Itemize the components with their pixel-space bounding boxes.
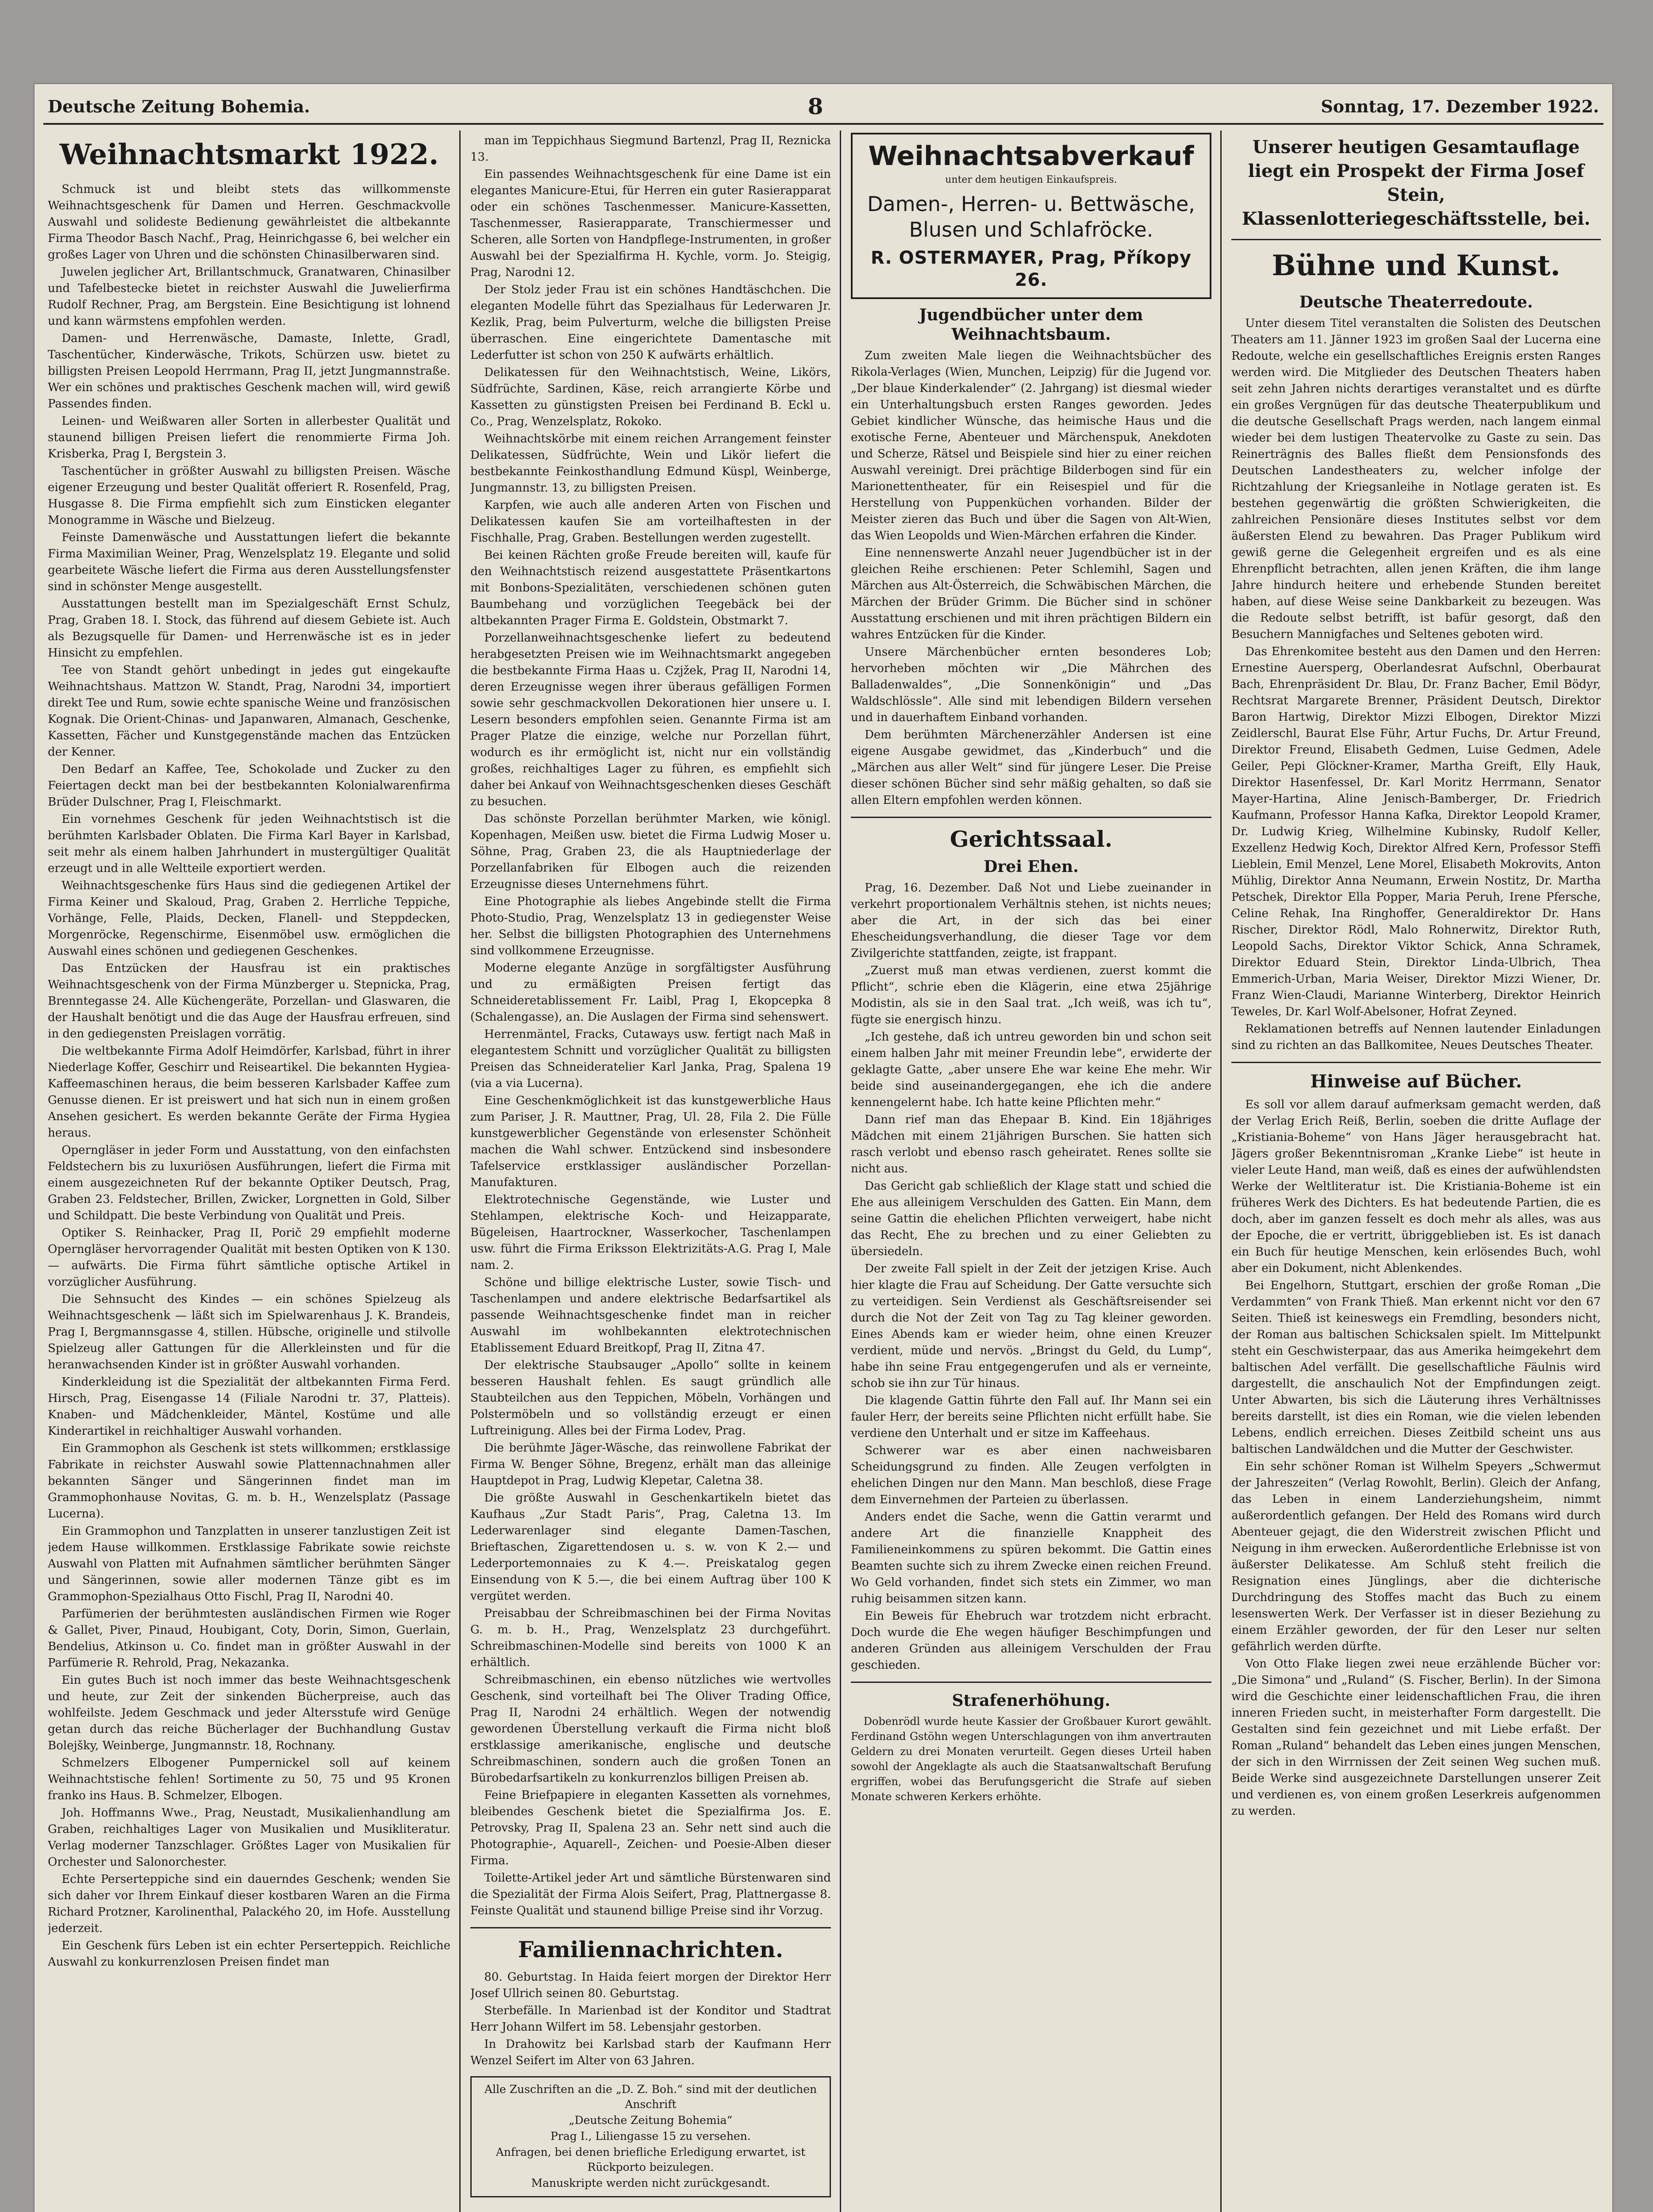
market-item: Die Sehnsucht des Kindes — ein schönes Spielzeug als Weihnachtsgeschenk — läßt sich im Spielwarenhaus J. K. Brandeis, Prag I, Bergmannsgasse 4, stillen. Hübsche, originelle und stilvolle Spielzeug aller Gattungen für die Allerkleinsten und für die heranwachsenden Kinder ist in größter Auswahl vorhanden.: [48, 1293, 450, 1371]
article-paragraph: Von Otto Flake liegen zwei neue erzählende Bücher vor: „Die Simona“ und „Ruland“ (S. Fischer, Berlin). In der Simona wird die Geschichte einer leidenschaftlichen Frau, die ihren inneren Frieden sucht, in meisterhafter Form dargestellt. Die Gestalten sind fein gezeichnet und mit Liebe erfaßt. Der Roman „Ruland“ behandelt das Leben eines jungen Menschen, der sich in den Wirrnissen der Zeit seinen Weg suchen muß. Beide Werke sind ausgezeichnete Darstellungen unserer Zeit und verdienen es, von einem großen Leserkreis aufgenommen zu werden.: [1231, 1657, 1601, 1818]
market-item: Bei keinen Rächten große Freude bereiten will, kaufe für den Weihnachtstisch reizend ausgestattete Präsentkartons mit Bonbons-Spezialitäten, verschiedenen schönen guten Baumbehang und vorzüglichen Teegebäck bei der altbekannten Prager Firma E. Goldstein, Obstmarkt 7.: [470, 549, 831, 627]
market-item: Weihnachtsgeschenke fürs Haus sind die gediegenen Artikel der Firma Keiner und Skaloud, Prag, Graben 2. Herrliche Teppiche, Vorhänge, Felle, Plaids, Decken, Flanell- und Steppdecken, Morgenröcke, Regenschirme, Eisenmöbel usw. ermöglichen die Auswahl eines schönen und gediegenen Geschenkes.: [48, 879, 450, 958]
market-item: Ein passendes Weihnachtsgeschenk für eine Dame ist ein elegantes Manicure-Etui, für Herren ein guter Rasierapparat oder ein schönes Taschenmesser. Manicure-Kassetten, Taschenmesser, Rasierapparate, Transchiermesser und Scheren, alle Sorten von Handpflege-Instrumenten, in großer Auswahl bei der Spezialfirma H. Kychle, vorm. Jo. Steigig, Prag, Narodni 12.: [470, 168, 831, 279]
market-item: Juwelen jeglicher Art, Brillantschmuck, Granatwaren, Chinasilber und Tafelbestecke bietet in reichster Auswahl die Juwelierfirma Rudolf Rechner, Prag, am Bergstein. Eine Besichtigung ist lohnend und kann wärmstens empfohlen werden.: [48, 265, 450, 328]
market-item: Leinen- und Weißwaren aller Sorten in allerbester Qualität und staunend billigen Preisen liefert die renommierte Firma Joh. Krisberka, Prag I, Bergstein 3.: [48, 415, 450, 461]
market-item: Toilette-Artikel jeder Art und sämtliche Bürstenwaren sind die Spezialität der Firma Alois Seifert, Prag, Plattnergasse 8. Feinste Qualität und staunend billige Preise sind ihr Vorzug.: [470, 1871, 831, 1917]
ad-title: Weihnachtsabverkauf: [868, 141, 1194, 172]
market-item: Karpfen, wie auch alle anderen Arten von Fischen und Delikatessen kaufen Sie am vorteilhaftesten in der Fischhalle, Prag, Graben. Bestellungen werden zugestellt.: [470, 499, 831, 545]
market-item: Das Entzücken der Hausfrau ist ein praktisches Weihnachtsgeschenk von der Firma Münzberger u. Stepnicka, Prag, Brenntegasse 24. Alle Küchengeräte, Porzellan- und Glaswaren, die der Haushalt benötigt und die das Auge der Hausfrau erfreuen, sind in den gediegensten Preislagen vorrätig.: [48, 962, 450, 1041]
column-rule-3: [1220, 131, 1222, 2212]
header-rule: [43, 123, 1603, 125]
market-item: Moderne elegante Anzüge in sorgfältigster Ausführung und zu ermäßigten Preisen fertigt das Schneideretablissement Fr. Laibl, Prag I, Ekopcepka 8 (Schalengasse), an. Die Auslagen der Firma sind sehenswert.: [470, 961, 831, 1024]
market-item: Delikatessen für den Weihnachtstisch, Weine, Likörs, Südfrüchte, Sardinen, Käse, reich arrangierte Körbe und Kassetten zu günstigsten Preisen bei Ferdinand B. Eckl u. Co., Prag, Wenzelsplatz, Rokoko.: [470, 366, 831, 428]
section-title-penalty: Strafenerhöhung.: [952, 1691, 1111, 1710]
article-paragraph: Reklamationen betreffs auf Nennen lautender Einladungen sind zu richten an das Ballkomitee, Neues Deutsches Theater.: [1231, 1022, 1601, 1052]
divider: [1231, 1062, 1601, 1063]
family-entry: Sterbefälle. In Marienbad ist der Konditor und Stadtrat Herr Johann Wilfert im 58. Lebensjahr gestorben.: [470, 2004, 831, 2034]
market-item: Der Stolz jeder Frau ist ein schönes Handtäschchen. Die eleganten Modelle führt das Spezialhaus für Lederwaren Jr. Kezlik, Prag, beim Pulverturm, welche die billigsten Preise überraschen. Eine eingerichtete Damentasche mit Lederfutter ist schon von 250 K aufwärts erhältlich.: [470, 283, 831, 362]
weihnachtsmarkt-items-cont: [470, 133, 831, 1919]
market-item: Eine Photographie als liebes Angebinde stellt die Firma Photo-Studio, Prag, Wenzelsplatz 13 in gediegenster Weise her. Selbst die billigsten Photographien des Unternehmens sind vollkommene Erzeugnisse.: [470, 895, 831, 957]
book-hints-title: Hinweise auf Bücher.: [1310, 1071, 1522, 1092]
ostermayer-advertisement: [851, 133, 1211, 299]
section-title-youth-books: Jugendbücher unter dem Weihnachtsbaum.: [919, 306, 1143, 344]
penalty-article: [851, 1714, 1211, 1804]
divider: [851, 1682, 1211, 1683]
issue-date: Sonntag, 17. Dezember 1922.: [1321, 96, 1599, 116]
article-paragraph: Ein Beweis für Ehebruch war trotzdem nicht erbracht. Doch wurde die Ehe wegen häufiger Beschimpfungen und anderen Gründen aus alleinigem Verschulden der Frau geschieden.: [851, 1609, 1211, 1672]
section-title-court: Gerichtssaal.: [950, 826, 1113, 852]
column-ads-court: [851, 133, 1211, 2212]
market-item: Das schönste Porzellan berühmter Marken, wie königl. Kopenhagen, Meißen usw. bietet die Firma Ludwig Moser u. Söhne, Prag, Graben 23, die als Hauptniederlage der Porzellanfabriken für Elbogen auch die reizenden Erzeugnisse dieses Unternehmens führt.: [470, 812, 831, 891]
article-paragraph: Prag, 16. Dezember. Daß Not und Liebe zueinander in verkehrt proportionalem Verhältnis stehen, ist nichts neues; aber die Art, in der sich das bei einer Ehescheidungsverhandlung, die dieser Tage vor dem Zivilgerichte stattfanden, zeigte, ist frappant.: [851, 881, 1211, 960]
family-entry: 80. Geburtstag. In Haida feiert morgen der Direktor Herr Josef Ullrich seinen 80. Geburtstag.: [470, 1970, 831, 2000]
article-paragraph: Ein sehr schöner Roman ist Wilhelm Speyers „Schwermut der Jahreszeiten“ (Verlag Rowohlt, Berlin). Gleich der Anfang, das Leben in einem Landerziehungsheim, nimmt außerordentlich gefangen. Der Held des Romans wird durch Abenteuer gejagt, die den Widerstreit zwischen Pflicht und Neigung in ihm erwecken. Außerordentliche Erlebnisse ist von äußerster Delikatesse. Am Schluß steht freilich die Resignation eines Jünglings, aber die dichterische Durchdringung des Stoffes macht das Buch zu einem lesenswerten Werk. Der Verfasser ist in dieser Beziehung zu einem Erzähler geworden, der für den Leser nur selten gefährlich werden dürfte.: [1231, 1460, 1601, 1653]
divider: [851, 817, 1211, 818]
market-item: Preisabbau der Schreibmaschinen bei der Firma Novitas G. m. b. H., Prag, Wenzelsplatz 23 durchgeführt. Schreibmaschinen-Modelle sind bereits von 1000 K an erhältlich.: [470, 1607, 831, 1669]
market-item: Joh. Hoffmanns Wwe., Prag, Neustadt, Musikalienhandlung am Graben, reichhaltiges Lager von Musikalien und Musikliteratur. Verlag moderner Tanzschlager. Größtes Lager von Musikalien für Orchester und Salonorchester.: [48, 1806, 450, 1869]
market-item: Schreibmaschinen, ein ebenso nützliches wie wertvolles Geschenk, sind vorteilhaft bei The Oliver Trading Office, Prag II, Narodni 24 erhältlich. Wegen der notwendig gewordenen Überstellung verkauft die Firma nicht bloß erstklassige amerikanische, englische und deutsche Schreibmaschinen, sondern auch die großen Tonen an Bürobedarfsartikeln zu konkurrenzlos billigen Preisen ab.: [470, 1673, 831, 1785]
notice-line: Alle Zuschriften an die „D. Z. Boh.“ sind mit der deutlichen Anschrift: [484, 2083, 817, 2111]
market-item: Parfümerien der berühmtesten ausländischen Firmen wie Roger & Gallet, Piver, Pinaud, Houbigant, Coty, Dorin, Simon, Guerlain, Bendelius, Atkinson u. Co. findet man in größter Auswahl in der Parfümerie R. Rehrold, Prag, Nekazanka.: [48, 1607, 450, 1670]
article-paragraph: Dem berühmten Märchenerzähler Andersen ist eine eigene Ausgabe gewidmet, das „Kinderbuch“ und die „Märchen aus aller Welt“ sind für jüngere Leser. Die Preise dieser schönen Bücher sind sehr mäßig gehalten, so daß sie allen Eltern empfohlen werden können.: [851, 728, 1211, 807]
ad-line-1: Damen-, Herren- u. Bettwäsche,: [867, 192, 1195, 216]
article-paragraph: Dobenrödl wurde heute Kassier der Großbauer Kurort gewählt. Ferdinand Gstöhn wegen Unterschlagungen von ihm anvertrauten Geldern zu drei Monaten verurteilt. Gegen dieses Urteil haben sowohl der Angeklagte als auch die Staatsanwaltschaft Berufung ergriffen, wobei das Berufungsgericht die Strafe auf sieben Monate schweren Kerkers erhöhte.: [851, 1715, 1211, 1803]
paper-name: Deutsche Zeitung Bohemia.: [48, 96, 310, 116]
market-item: Kinderkleidung ist die Spezialität der altbekannten Firma Ferd. Hirsch, Prag, Eisengasse 14 (Filiale Narodni tr. 37, Platteis). Knaben- und Mädchenkleider, Mäntel, Kostüme und alle Kinderartikel in reichhaltiger Auswahl vorhanden.: [48, 1375, 450, 1438]
book-hints-article: [1231, 1097, 1601, 1820]
divider: [470, 1927, 831, 1928]
theater-redoute-title: Deutsche Theaterredoute.: [1299, 293, 1533, 311]
market-item: Weihnachtskörbe mit einem reichen Arrangement feinster Delikatessen, Südfrüchte, Wein und Likör liefert die bestbekannte Feinkosthandlung Edmund Küspl, Weinberge, Jungmannstr. 13, zu billigsten Preisen.: [470, 432, 831, 495]
court-article: [851, 880, 1211, 1674]
market-item: Tee von Standt gehört unbedingt in jedes gut eingekaufte Weihnachtshaus. Mattzon W. Standt, Prag, Narodni 34, importiert direkt Tee und Rum, sowie echte spanische Weine und französischen Kognak. Die Orient-Chinas- und Japanwaren, Almanach, Geschenke, Kassetten, Fächer und Kunstgegenstände machen das Entzücken der Kenner.: [48, 664, 450, 759]
article-paragraph: Die klagende Gattin führte den Fall auf. Ihr Mann sei ein fauler Herr, der bereits seine Pflichten nicht erfüllt habe. Sie verdiene den Unterhalt und er sitze im Kaffeehaus.: [851, 1394, 1211, 1440]
market-item: Porzellanweihnachtsgeschenke liefert zu bedeutend herabgesetzten Preisen wie im Weihnachtsmarkt angegeben die bestbekannte Firma Haas u. Czjžek, Prag II, Narodni 14, deren Erzeugnisse wegen ihrer überaus gefälligen Formen sowie sehr geschmackvollen Dekorationen hier unsere u. I. Lesern besonders empfohlen seien. Genannte Firma ist am Prager Platze die einzige, welche nur Porzellan führt, wodurch es ihr ermöglicht ist, nicht nur ein vollständig großes, reichhaltiges Lager zu führen, es empfiehlt sich daher bei Ankauf von Weihnachtsgeschenken dieses Geschäft zu besuchen.: [470, 631, 831, 808]
column-rule-1: [459, 131, 461, 2212]
article-paragraph: Das Gericht gab schließlich der Klage statt und schied die Ehe aus alleinigem Verschulden des Gatten. Ein Mann, dem seine Gattin die ehelichen Pflichten verweigert, habe nicht das Recht, Ehe zu brechen und zu einer Geliebten zu übersiedeln.: [851, 1179, 1211, 1258]
section-title-family: Familiennachrichten.: [518, 1936, 784, 1962]
market-item: Ausstattungen bestellt man im Spezialgeschäft Ernst Schulz, Prag, Graben 18. I. Stock, das führend auf diesem Gebiete ist. Auch als Bezugsquelle für Damen- und Herrenwäsche ist es in jeder Hinsicht zu empfehlen.: [48, 597, 450, 660]
market-item: Die weltbekannte Firma Adolf Heimdörfer, Karlsbad, führt in ihrer Niederlage Koffer, Geschirr und Reiseartikel. Die bekannten Hygiea-Kaffeemaschinen heraus, die beim besseren Karlsbader Kaffee zum Genusse dienen. Er ist preiswert und hat sich nun in einem großen Ansehen gesichert. Es werden bekannte Geräte der Firma Hygiea heraus.: [48, 1045, 450, 1140]
market-item: Feine Briefpapiere in eleganten Kassetten als vornehmes, bleibendes Geschenk bietet die Spezialfirma Jos. E. Petrovsky, Prag II, Spalena 23 an. Sehr nett sind auch die Photographie-, Aquarell-, Zeichen- und Poesie-Alben dieser Firma.: [470, 1789, 831, 1867]
article-paragraph: Eine nennenswerte Anzahl neuer Jugendbücher ist in der gleichen Reihe erschienen: Peter Schlemihl, Sagen und Märchen aus Alt-Österreich, die Schwäbischen Märchen, die Märchen der Brüder Grimm. Die Bücher sind in schöner Ausstattung erschienen und mit ihren prächtigen Bildern ein wahres Entzücken für die Kinder.: [851, 546, 1211, 641]
notice-line: Prag I., Liliengasse 15 zu versehen.: [550, 2130, 751, 2143]
article-paragraph: Dann rief man das Ehepaar B. Kind. Ein 18jähriges Mädchen mit einem 21jährigen Burschen. Sie hatten sich rasch verlobt und ebenso rasch geheiratet. Renes sollte sie nicht aus.: [851, 1113, 1211, 1175]
weihnachtsmarkt-items: [48, 181, 450, 1970]
article-paragraph: Anders endet die Sache, wenn die Gattin verarmt und andere Art die finanzielle Knappheit des Familieneinkommens zu spüren bekommt. Die Gattin eines Beamten suchte sich zu ihrem Zwecke einen reichen Freund. Wo Geld vorhanden, findet sich stets ein Zimmer, wo man ruhig beisammen sitzen kann.: [851, 1510, 1211, 1605]
section-title-weihnachtsmarkt: Weihnachtsmarkt 1922.: [59, 138, 439, 171]
ad-line-2: Blusen und Schlafröcke.: [909, 218, 1153, 242]
market-item: Den Bedarf an Kaffee, Tee, Schokolade und Zucker zu den Feiertagen deckt man bei der bestbekannten Kolonialwarenfirma Brüder Dulschner, Prag I, Fleischmarkt.: [48, 763, 450, 809]
article-paragraph: Der zweite Fall spielt in der Zeit der jetzigen Krise. Auch hier klagte die Frau auf Scheidung. Der Gatte versuchte sich zu verteidigen. Sein Verdienst als Geschäftsreisender sei durch die Not der Zeit von Tag zu Tag kleiner geworden. Eines Abends kam er wieder heim, ohne einen Kreuzer verdient, müde und nervös. „Bringst du Geld, du Lump“, habe ihn seine Frau entgegengerufen und als er verneinte, schob sie ihn zur Tür hinaus.: [851, 1262, 1211, 1390]
ad-subtitle: unter dem heutigen Einkaufspreis.: [945, 174, 1117, 185]
market-item: Taschentücher in größter Auswahl zu billigsten Preisen. Wäsche eigener Erzeugung und bester Qualität offeriert R. Rosenfeld, Prag, Husgasse 8. Die Firma empfiehlt sich zum Einsticken eleganter Monogramme in Wäsche und Bielzeug.: [48, 465, 450, 527]
market-item: Optiker S. Reinhacker, Prag II, Porič 29 empfiehlt moderne Operngläser hervorragender Qualität mit besten Optiken von K 130.— aufwärts. Die Firma führt sämtliche optische Artikel in vorzüglicher Ausführung.: [48, 1226, 450, 1289]
market-item: Schmelzers Elbogener Pumpernickel soll auf keinem Weihnachtstische fehlen! Sortimente zu 50, 75 und 95 Kronen franko ins Haus. B. Schmelzer, Elbogen.: [48, 1756, 450, 1802]
divider: [1231, 239, 1601, 240]
section-title-stage: Bühne und Kunst.: [1272, 249, 1561, 282]
supplement-notice: Unserer heutigen Gesamtauflage liegt ein Prospekt der Firma Josef Stein, Klassenlotteriegeschäftsstelle, bei.: [1242, 137, 1591, 229]
page-header: [48, 93, 1599, 119]
article-paragraph: Bei Engelhorn, Stuttgart, erschien der große Roman „Die Verdammten“ von Frank Thieß. Man erkennt nicht vor den 67 Seiten. Thieß ist keineswegs ein Fremdling, besonders nicht, der Roman aus baltischen Schicksalen spielt. Im Mittelpunkt steht ein Geschwisterpaar, das aus Amerika heimgekehrt dem baltischen Adel verfällt. Die gesellschaftliche Fäulnis wird dargestellt, die anschaulich Not der Empfindungen zeigt. Unter Abwarten, bis sich die Läuterung ihres Verhältnisses bereits darstellt, ist dies ein Roman, wie die vielen lebenden Lebens, endlich erreichen. Dieses Zeitbild scheint uns aus baltischen Landwäldchen und die Mutter der Geschwister.: [1231, 1279, 1601, 1456]
article-paragraph: Zum zweiten Male liegen die Weihnachtsbücher des Rikola-Verlages (Wien, Munchen, Leipzig) für die Jugend vor. „Der blaue Kinderkalender“ (2. Jahrgang) ist diesmal wieder ein Unterhaltungsbuch ersten Ranges geworden. Jedes Gebiet kindlicher Wünsche, das heimische Haus und die exotische Ferne, Abenteuer und Märchenspuk, Anekdoten und Scherze, Rätsel und Beispiele sind hier zu einer reichen Auswahl vereinigt. Drei prächtige Bilderbogen sind für ein Marionettentheater, für ein Reisespiel und für die Herstellung von Puppenküchen vorhanden. Bilder der Meister zieren das Buch und über die Sagen von Alt-Wien, das Wien Leopolds und Wien-Märchen erfahren die Kinder.: [851, 349, 1211, 542]
notice-line: Anfragen, bei denen briefliche Erledigung erwartet, ist Rückporto beizulegen.: [496, 2146, 806, 2174]
newspaper-page: [35, 84, 1612, 2212]
market-item: Schöne und billige elektrische Luster, sowie Tisch- und Taschenlampen und andere elektrische Bedarfsartikel als passende Weihnachtsgeschenke findet man in reicher Auswahl im wohlbekannten elektrotechnischen Etablissement Eduard Breitkopf, Prag II, Zitna 47.: [470, 1276, 831, 1355]
market-item: Feinste Damenwäsche und Ausstattungen liefert die bekannte Firma Maximilian Weiner, Prag, Wenzelsplatz 19. Elegante und solid gearbeitete Wäsche liefert die Firma aus deren Ausstellungsfenster sind in schönster Menge ausgestellt.: [48, 531, 450, 593]
column-rule-2: [840, 131, 841, 2212]
theater-article: [1231, 315, 1601, 1054]
article-paragraph: Unter diesem Titel veranstalten die Solisten des Deutschen Theaters am 11. Jänner 1923 im großen Saal der Lucerna eine Redoute, welche ein gesellschaftliches Ereignis ersten Ranges werden wird. Die Mitglieder des Deutschen Theaters haben seit zehn Jahren nichts derartiges veranstaltet und es dürfte ein großes Vergnügen für das deutsche Theaterpublikum und die deutsche Gesellschaft Prags werden, nach langem einmal wieder bei dem lustigen Theatervolke zu Gaste zu sein. Das Reinerträgnis des Balles fließt dem Pensionsfonds des Deutschen Landestheaters zu, welcher infolge der Richtzahlung der Kriegsanleihe in Notlage geraten ist. Es bestehen gegenwärtig die größten Schwierigkeiten, die zahlreichen Pensionäre dieses Institutes selbst vor dem äußersten Elend zu bewahren. Das Prager Publikum wird gewiß gerne die Gelegenheit ergreifen und es als eine Ehrenpflicht betrachten, allen jenen Kräften, die ihm lange Jahre hindurch heitere und erhebende Stunden bereitet haben, auf diese Weise seine Dankbarkeit zu bezeugen. Was die Redoute selbst betrifft, ist bafür gesorgt, daß den Besuchern Mannigfaches und Seltenes geboten wird.: [1231, 317, 1601, 641]
article-paragraph: Das Ehrenkomitee besteht aus den Damen und den Herren: Ernestine Auersperg, Oberlandesrat Aufschnl, Oberbaurat Bach, Ehrenpräsident Dr. Blau, Dr. Franz Bacher, Emil Bödyr, Rechtsrat Margarete Brenner, Präsident Deutsch, Direktor Baron Hartwig, Direktor Mizzi Elbogen, Direktor Mizzi Zeidlerschl, Baurat Else Führ, Artur Fuchs, Dr. Artur Freund, Direktor Freund, Elisabeth Gedmen, Luise Gedmen, Adele Geiler, Pepi Glöckner-Kramer, Martha Greift, Elly Hauk, Direktor Hasenfessel, Dr. Karl Moritz Herrmann, Senator Mayer-Hartina, Aline Jenisch-Bamberger, Dr. Friedrich Kaufmann, Professor Hanna Kafka, Direktor Leopold Kramer, Dr. Ludwig Krieg, Wilhelmine Kubinsky, Rudolf Keller, Exzellenz Hedwig Koch, Direktor Alfred Kern, Professor Steffi Lieblein, Emil Menzel, Lene Morel, Elisabeth Mokrovits, Anton Mühlig, Direktor Anna Neumann, Erwein Nostitz, Dr. Martha Petschek, Direktor Ella Popper, Maria Peruh, Irene Pfersche, Celine Rehak, Ina Ringhoffer, Generaldirektor Dr. Hans Rischer, Direktor Rödl, Malo Rohnerwitz, Direktor Ruth, Leopold Sachs, Direktor Viktor Schick, Anna Schramek, Direktor Eduard Stein, Direktor Linda-Ulbrich, Thea Emmerich-Urban, Maria Weiser, Direktor Mizzi Wiener, Dr. Franz Wien-Claudi, Marianne Winterberg, Direktor Heinrich Teweles, Dr. Karl Wolf-Abelsoner, Hofrat Zeyned.: [1231, 645, 1601, 1018]
market-item: Ein gutes Buch ist noch immer das beste Weihnachtsgeschenk und heute, zur Zeit der sinkenden Bücherpreise, auch das wohlfeilste. Jedem Geschmack und jeder Altersstufe wird Genüge getan durch das reiche Bücherlager der Buchhandlung Gustav Bolejšky, Weinberge, Jungmannstr. 18, Rochnany.: [48, 1674, 450, 1752]
court-subtitle: Drei Ehen.: [984, 857, 1079, 876]
market-item: Echte Perserteppiche sind ein dauerndes Geschenk; wenden Sie sich daher vor Ihrem Einkauf dieser kostbaren Waren an die Firma Richard Protzner, Karolinenthal, Palackého 20, im Hofe. Ausstellung jederzeit.: [48, 1873, 450, 1935]
page-number: 8: [807, 93, 823, 119]
market-item: Die größte Auswahl in Geschenkartikeln bietet das Kaufhaus „Zur Stadt Paris“, Prag, Caletna 13. Im Lederwarenlager sind elegante Damen-Taschen, Brieftaschen, Zigarettendosen u. s. w. von K 2.— und Lederportemonnaies zu K 4.—. Preiskatalog gegen Einsendung von K 5.—, die bei einem Auftrag über 100 K vergütet werden.: [470, 1491, 831, 1603]
market-item: Herrenmäntel, Fracks, Cutaways usw. fertigt nach Maß in elegantestem Schnitt und vorzüglicher Qualität zu billigsten Preisen das Schneideratelier Karl Janka, Prag, Spalena 19 (via a via Lucerna).: [470, 1028, 831, 1090]
notice-line: „Deutsche Zeitung Bohemia“: [569, 2114, 733, 2127]
column-weihnachtsmarkt-cont: [470, 133, 831, 2212]
youth-books-article: [851, 348, 1211, 809]
market-item: Der elektrische Staubsauger „Apollo“ sollte in keinem besseren Haushalt fehlen. Es saugt gründlich alle Staubteilchen aus den Teppichen, Möbeln, Vorhängen und Polstermöbeln und so vollständig erzeugt er einen Luftreinigung. Alles bei der Firma Lodev, Prag.: [470, 1359, 831, 1437]
market-item: Eine Geschenkmöglichkeit ist das kunstgewerbliche Haus zum Pariser, J. R. Mauttner, Prag, Ul. 28, Fila 2. Die Fülle kunstgewerblicher Gegenstände von erlesenster Schönheit machen die Wahl schwer. Entzückend sind insbesondere Tafelservice erstklassiger ausländischer Porzellan-Manufakturen.: [470, 1094, 831, 1189]
article-paragraph: Es soll vor allem darauf aufmerksam gemacht werden, daß der Verlag Erich Reiß, Berlin, soeben die dritte Auflage der „Kristiania-Boheme“ von Hans Jäger herausgebracht hat. Jägers großer Bekenntnisroman „Kranke Liebe“ ist heute in vieler Leute Hand, man weiß, daß es eines der aufwühlendsten Werke der Weltliteratur ist. Die Kristiania-Boheme ist ein früheres Werk des Dichters. Es hat bedeutende Partien, die es doch, aber im ganzen fesselt es doch mehr als alles, was aus der Epoche, die er vertritt, übriggeblieben ist. Es ist danach ein Buch für heutige Menschen, kein erlösendes Buch, wohl aber ein Dokument, nicht Ablenkendes.: [1231, 1098, 1601, 1275]
column-weihnachtsmarkt: [48, 133, 450, 2212]
market-item: man im Teppichhaus Siegmund Bartenzl, Prag II, Reznicka 13.: [470, 134, 831, 164]
editorial-notice: [470, 2076, 831, 2197]
article-paragraph: „Zuerst muß man etwas verdienen, zuerst kommt die Pflicht“, schrie eben die Klägerin, eine etwa 25jährige Modistin, als sie in den Saal trat. „Ich weiß, was ich tu“, fügte sie energisch hinzu.: [851, 964, 1211, 1026]
market-item: Ein Grammophon und Tanzplatten in unserer tanzlustigen Zeit ist jedem Hause willkommen. Erstklassige Fabrikate sowie reichste Auswahl von Platten mit Aufnahmen sämtlicher berühmten Sänger und Sängerinnen, sowie aller modernen Tänze gibt es im Grammophon-Spezialhaus Otto Fischl, Prag II, Narodni 40.: [48, 1525, 450, 1603]
ad-firm: R. OSTERMAYER, Prag, Příkopy 26.: [870, 248, 1192, 290]
column-stage-art: [1231, 133, 1601, 2212]
market-item: Schmuck ist und bleibt stets das willkommenste Weihnachtsgeschenk für Damen und Herren. Geschmackvolle Auswahl und solideste Bedienung gewährleistet die altbekannte Firma Theodor Basch Nachf., Prag, Heinrichgasse 6, bei welcher ein großes Lager von Uhren und die schönsten Chinasilberwaren sind.: [48, 183, 450, 261]
market-item: Damen- und Herrenwäsche, Damaste, Inlette, Gradl, Taschentücher, Kinderwäsche, Trikots, Schürzen usw. bietet zu billigsten Preisen Leopold Herrmann, Prag II, jetzt Jungmannstraße. Wer ein schönes und praktisches Geschenk machen will, wird gewiß Passendes finden.: [48, 332, 450, 411]
market-item: Die berühmte Jäger-Wäsche, das reinwollene Fabrikat der Firma W. Benger Söhne, Bregenz, erhält man das alleinige Hauptdepot in Prag, Ludwig Klepetar, Caletna 38.: [470, 1441, 831, 1487]
market-item: Ein vornehmes Geschenk für jeden Weihnachtstisch ist die berühmten Karlsbader Oblaten. Die Firma Karl Bayer in Karlsbad, seit mehr als einem halben Jahrhundert in mustergültiger Qualität erzeugt und in alle Weltteile exportiert werden.: [48, 813, 450, 875]
market-item: Operngläser in jeder Form und Ausstattung, von den einfachsten Feldstechern bis zu luxuriösen Ausführungen, liefert die Firma mit einem ausgezeichneten Ruf der bekannte Optiker Deutsch, Prag, Graben 23. Feldstecher, Brillen, Zwicker, Lorgnetten in Gold, Silber und Schildpatt. Die beste Verbindung von Qualität und Preis.: [48, 1144, 450, 1222]
family-news: [470, 1969, 831, 2069]
article-paragraph: „Ich gestehe, daß ich untreu geworden bin und schon seit einem halben Jahr mit meiner Freundin lebe“, erwiderte der geklagte Gatte, „aber unsere Ehe war keine Ehe mehr. Wir beide sind auseinandergegangen, ehe ich die andere kennengelernt habe. Ich hatte keine Pflichten mehr.“: [851, 1030, 1211, 1109]
market-item: Ein Geschenk fürs Leben ist ein echter Perserteppich. Reichliche Auswahl zu konkurrenzlosen Preisen findet man: [48, 1939, 450, 1969]
market-item: Elektrotechnische Gegenstände, wie Luster und Stehlampen, elektrische Koch- und Heizapparate, Bügeleisen, Haartrockner, Wasserkocher, Taschenlampen usw. führt die Firma Eriksson Elektrizitäts-A.G. Prag I, Male nam. 2.: [470, 1193, 831, 1272]
article-paragraph: Unsere Märchenbücher ernten besonderes Lob; hervorheben möchten wir „Die Mährchen des Balladenwaldes“, „Die Sonnenkönigin“ und „Das Waldschlössle“. Alle sind mit lebendigen Bildern versehen und in dauerhaftem Einband vorhanden.: [851, 645, 1211, 724]
article-paragraph: Schwerer war es aber einen nachweisbaren Scheidungsgrund zu finden. Alle Zeugen verfolgten in ehelichen Dingen nur den Mann. Man beschloß, diese Frage dem Einvernehmen der Parteien zu überlassen.: [851, 1444, 1211, 1506]
market-item: Ein Grammophon als Geschenk ist stets willkommen; erstklassige Fabrikate in reichster Auswahl sowie Plattennachnahmen aller bekannten Sänger und Sängerinnen findet man im Grammophonhause Novitas, G. m. b. H., Wenzelsplatz (Passage Lucerna).: [48, 1442, 450, 1521]
family-entry: In Drahowitz bei Karlsbad starb der Kaufmann Herr Wenzel Seifert im Alter von 63 Jahren.: [470, 2038, 831, 2067]
notice-line: Manuskripte werden nicht zurückgesandt.: [531, 2177, 770, 2189]
